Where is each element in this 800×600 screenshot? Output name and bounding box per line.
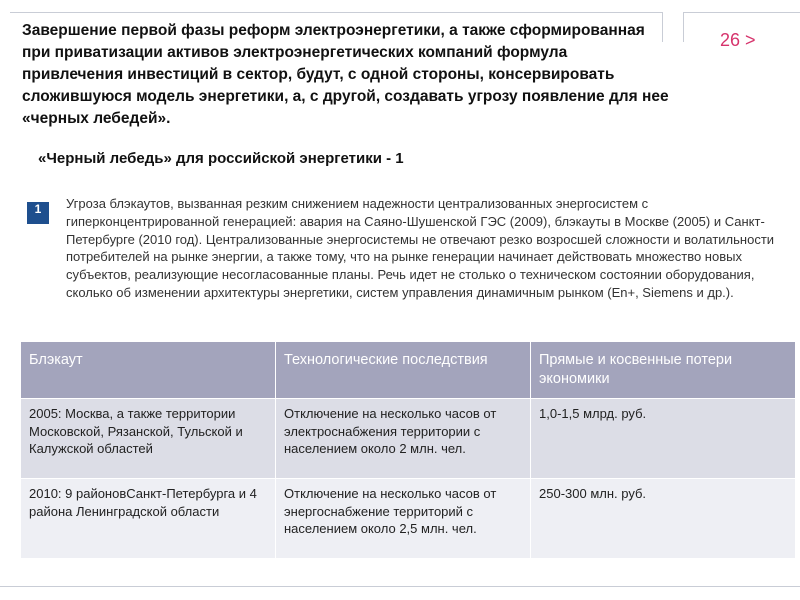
frame-line-top-left [10, 12, 662, 13]
bullet-number: 1 [34, 202, 42, 216]
table-row [21, 479, 796, 559]
cell-tech-consequences: Отключение на несколько часов от электроснабжения территории с населением около 2 млн. чел. [276, 399, 531, 479]
header-economic-losses: Прямые и косвенные потери экономики [531, 342, 796, 399]
header-blackout: Блэкаут [21, 342, 276, 399]
section-subtitle: «Черный лебедь» для российской энергетики - 1 [38, 150, 404, 167]
cell-blackout: 2005: Москва, а также территории Московской, Рязанской, Тульской и Калужской областей [21, 399, 276, 479]
cell-blackout: 2010: 9 районовСанкт-Петербурга и 4 района Ленинградской области [21, 479, 276, 559]
frame-line-vertical-right [683, 12, 684, 42]
cell-tech-consequences: Отключение на несколько часов от энергоснабжение территорий с населением около 2,5 млн. чел. [276, 479, 531, 559]
page-number[interactable]: 26 > [720, 30, 756, 50]
cell-economic-losses: 1,0-1,5 млрд. руб. [531, 399, 796, 479]
blackout-table [20, 341, 796, 559]
slide-title: Завершение первой фазы реформ электроэнергетики, а также сформированная при приватизации активов электроэнергетических компаний формула привлечения инвестиций в сектор, будут, с одной стороны, консервировать сложившуюся модель энергетики, а, с другой, создавать угрозу появление для нее «черных лебедей». [22, 22, 669, 127]
frame-line-bottom [0, 586, 800, 587]
frame-line-top-right [683, 12, 800, 13]
table-row [21, 399, 796, 479]
header-tech-consequences: Технологические последствия [276, 342, 531, 399]
body-paragraph: Угроза блэкаутов, вызванная резким снижением надежности централизованных энергосистем с гиперконцентрированной генерацией: авария на Саяно-Шушенской ГЭС (2009), блэкауты в Москве (2005) и Санкт-Петербурге (2010 год). Централизованные энергосистемы не отвечают резко возросшей сложности и волатильности потребителей на рынке энергии, а также тому, что на рынке генерации начинает действовать множество новых субъектов, реализующие несогласованные планы. Речь идет не столько о техническом состоянии оборудования, сколько об изменении архитектуры энергетики, систем управления динамичным рынком (En+, Siemens и др.). [66, 196, 775, 300]
table-header-row [21, 342, 796, 399]
cell-economic-losses: 250-300 млн. руб. [531, 479, 796, 559]
bullet-marker [27, 202, 49, 224]
